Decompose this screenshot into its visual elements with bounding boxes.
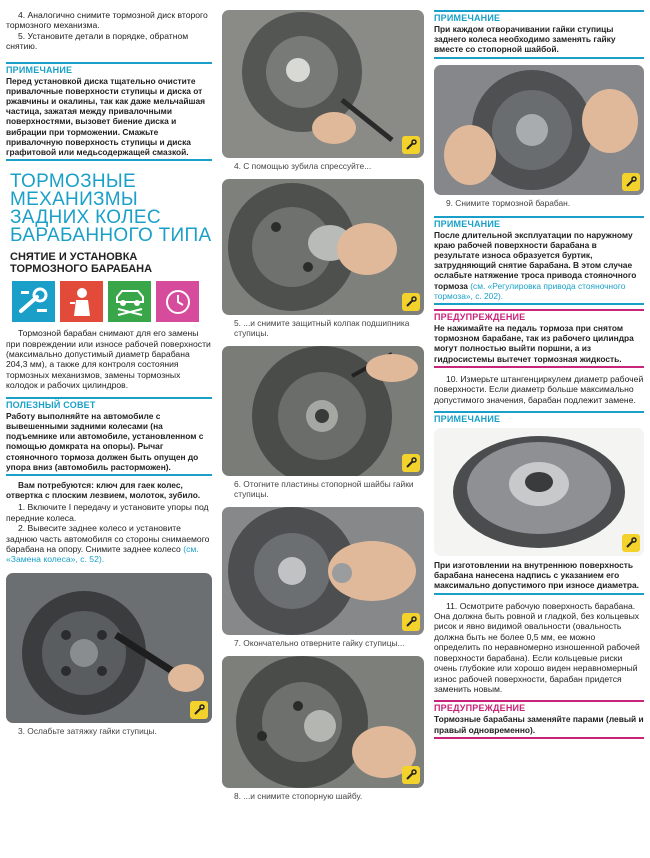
note1-divider [434, 57, 644, 59]
section-title-line1: ТОРМОЗНЫЕ МЕХАНИЗМЫ [10, 171, 139, 211]
step10-text: 10. Измерьте штангенциркулем диаметр рабочей поверхности. Если диаметр больше максимально допустимого значения, барабан подлежит замене. [434, 373, 644, 405]
drum-photo-caption: При изготовлении на внутреннюю поверхность барабана нанесена надпись с указанием его максимально допустимого при износе диаметра. [434, 560, 639, 591]
photo-step3 [6, 573, 212, 723]
step11-text: 11. Осмотрите рабочую поверхность барабана. Она должна быть ровной и гладкой, без кольцевых рисок и явно видимой овальности (овальность должна быть не более 0,5 мм, ее можно определить по неравномерно изношенной рабочей поверхности барабана). Если кольцевые риски очень глубокие или хорошо виден неравномерный износ рабочей поверхности, барабан придется заменить новым. [434, 600, 640, 694]
wrench-badge-icon [622, 534, 640, 552]
photo-step6 [222, 346, 424, 476]
note2-text [434, 230, 644, 301]
photo-step9 [434, 65, 644, 195]
clock-icon [156, 281, 199, 322]
photo-step5 [222, 179, 424, 315]
wrench-badge-icon [402, 613, 420, 631]
note2-heading: ПРИМЕЧАНИЕ [434, 216, 644, 229]
column-middle [222, 0, 424, 805]
warn1-divider [434, 366, 644, 368]
warn2-text: Тормозные барабаны заменяйте парами (левый и правый одновременно). [434, 714, 644, 735]
section-title [10, 173, 212, 245]
note1-text: При каждом отворачивании гайки ступицы заднего колеса необходимо заменять гайку вместе со стопорной шайбой. [434, 24, 616, 55]
tools-text: Вам потребуются: ключ для гаек колес, отвертка с плоским лезвием, молоток, зубило. [6, 479, 201, 501]
caption-step8: 8. ...и снимите стопорную шайбу. [234, 791, 363, 801]
caption-step9: 9. Снимите тормозной барабан. [446, 197, 571, 208]
note-heading: ПРИМЕЧАНИЕ [6, 62, 212, 75]
sub-title [10, 251, 212, 275]
note-divider [6, 159, 212, 161]
section-title-line3: БАРАБАННОГО ТИПА [10, 225, 212, 247]
section-title-line2: ЗАДНИХ КОЛЕС [10, 207, 161, 229]
caption-step4: 4. С помощью зубила спрессуйте... [234, 161, 372, 171]
step4-text: 4. Аналогично снимите тормозной диск второго тормозного механизма. [6, 10, 208, 31]
photo-drum [434, 428, 644, 556]
photo-step8 [222, 656, 424, 788]
column-right [434, 0, 644, 739]
wrench-badge-icon [402, 454, 420, 472]
column-left [6, 0, 212, 740]
wrench-badge-icon [622, 173, 640, 191]
note1-heading: ПРИМЕЧАНИЕ [434, 10, 644, 23]
warn1-heading: ПРЕДУПРЕЖДЕНИЕ [434, 309, 644, 322]
note2-link[interactable]: (см. «Регулировка привода стояночного тормоза», с. 202). [434, 280, 626, 301]
warn2-heading: ПРЕДУПРЕЖДЕНИЕ [434, 700, 644, 713]
caption-step6: 6. Отогните пластины стопорной шайбы гайки ступицы. [234, 479, 414, 499]
difficulty-icons [12, 281, 212, 322]
note3-divider [434, 593, 644, 595]
step5-text: 5. Установите детали в порядке, обратном снятию. [6, 30, 189, 52]
note-text: Перед установкой диска тщательно очистите привалочные поверхности ступицы и диска от ржавчины и окалины, так как даже мельчайшая частица, зажатая между привалочными поверхностями, вызовет биение диска и вибрации при торможении. Смажьте привалочную поверхность ступицы и диска графитовой или медьсодержащей смазкой. [6, 75, 206, 158]
caption-step5: 5. ...и снимите защитный колпак подшипника ступицы. [234, 318, 410, 338]
mechanic-icon [60, 281, 103, 322]
wrench-badge-icon [402, 766, 420, 784]
wrench-badge-icon [190, 701, 208, 719]
photo-step7 [222, 507, 424, 635]
step2-text [6, 523, 212, 565]
wrench-icon [12, 281, 55, 322]
step2-link[interactable]: (см. «Замена колеса», с. 52). [6, 543, 199, 565]
caption-step3: 3. Ослабьте затяжку гайки ступицы. [18, 725, 157, 736]
step1-text: 1. Включите I передачу и установите упоры под передние колеса. [6, 502, 209, 523]
note2-divider [434, 303, 644, 305]
sub-title-line1: СНЯТИЕ И УСТАНОВКА [10, 251, 138, 264]
car-lift-icon [108, 281, 151, 322]
sub-title-line2: ТОРМОЗНОГО БАРАБАНА [10, 263, 153, 276]
tip-heading: ПОЛЕЗНЫЙ СОВЕТ [6, 397, 212, 410]
tip-text: Работу выполняйте на автомобиле с вывешенными задними колесами (на подъемнике или автомобиле, установленном с помощью домкрата на опоры). Рычаг стояночного тормоза должен быть опущен до упора вниз (автомобиль расторможен). [6, 410, 204, 472]
warn2-divider [434, 737, 644, 739]
note3-heading: ПРИМЕЧАНИЕ [434, 411, 644, 424]
tip-divider [6, 474, 212, 476]
note2-body: После длительной эксплуатации по наружному краю рабочей поверхности барабана в результате износа образуется буртик, затрудняющий снятие барабана. В этом случае ослабьте натяжение троса привода стояночного тормоза [434, 229, 637, 291]
wrench-badge-icon [402, 136, 420, 154]
caption-step7: 7. Окончательно отверните гайку ступицы... [234, 638, 405, 648]
step2-body: 2. Вывесите заднее колесо и установите заднюю часть автомобиля со стороны снимаемого барабана на опору. Снимите заднее колесо [6, 523, 210, 554]
intro-text: Тормозной барабан снимают для его замены при повреждении или износе рабочей поверхности (максимально допустимый диаметр барабана 204,3 мм), а также для контроля состояния тормозных механизмов, замены тормозных колодок и рабочих цилиндров. [6, 328, 211, 391]
photo-step4 [222, 10, 424, 158]
wrench-badge-icon [402, 293, 420, 311]
warn1-text: Не нажимайте на педаль тормоза при снятом тормозном барабане, так из рабочего цилиндра могут полностью выйти поршни, а из гидросистемы вытечет тормозная жидкость. [434, 323, 634, 364]
